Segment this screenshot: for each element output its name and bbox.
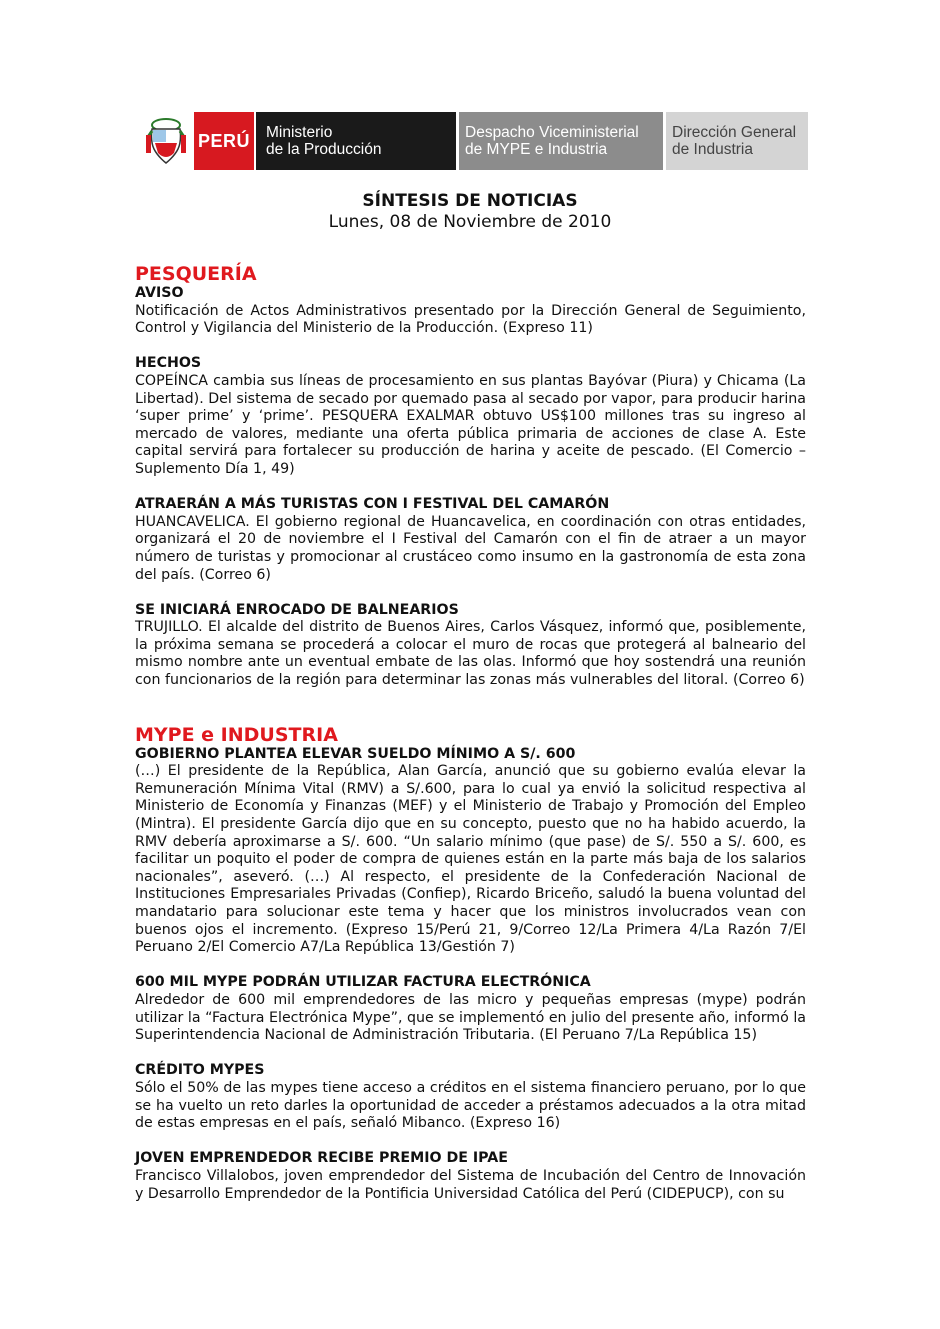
article [135, 602, 806, 690]
ministerio-label [254, 112, 456, 170]
document-date: Lunes, 08 de Noviembre de 2010 [328, 212, 612, 232]
article-body: Francisco Villalobos, joven emprendedor del Sistema de Incubación del Centro de Innovación y Desarrollo Emprendedor de la Pontificia Universidad Católica del Perú (CIDEPUCP), con su [135, 1167, 806, 1202]
document-title: SÍNTESIS DE NOTICIAS [362, 191, 578, 211]
article-headline: JOVEN EMPRENDEDOR RECIBE PREMIO DE IPAE [135, 1150, 508, 1167]
news-content [135, 263, 806, 1237]
article-body: Notificación de Actos Administrativos presentado por la Dirección General de Seguimiento, Control y Vigilancia del Ministerio de la Producción. (Expreso 11) [135, 302, 806, 337]
article [135, 746, 806, 957]
article [135, 974, 806, 1044]
article-headline: AVISO [135, 285, 184, 301]
direccion-line-1: Dirección General [672, 124, 797, 141]
article-body: Sólo el 50% de las mypes tiene acceso a créditos en el sistema financiero peruano, por lo que se ha vuelto un reto darles la oportunidad de acceder a préstamos adecuados a la otra mitad de estas empresas en el país, señaló Mibanco. (Expreso 16) [135, 1079, 806, 1132]
article-headline: GOBIERNO PLANTEA ELEVAR SUELDO MÍNIMO A S/. 600 [135, 745, 576, 762]
article [135, 285, 806, 338]
despacho-label [456, 112, 663, 170]
ministerio-line-1: Ministerio [266, 124, 333, 141]
article-body: COPEÍNCA cambia sus líneas de procesamiento en sus plantas Bayóvar (Piura) y Chicama (La Libertad). Del sistema de secado por quemado pasa al secado por vapor, para producir harina ‘super prime’ y ‘prime’. PESQUERA EXALMAR obtuvo US$100 millones tras su ingreso al mercado de valores, mediante una oferta pública primaria de acciones de clase A. Este capital servirá para fortalecer su producción de harina y aceite de pescado. (El Comercio – Suplemento Día 1, 49) [135, 372, 806, 477]
despacho-line-2: de MYPE e Industria [465, 141, 608, 158]
section-title: MYPE e INDUSTRIA [135, 723, 338, 746]
article [135, 355, 806, 478]
peru-label: PERÚ [194, 112, 254, 170]
ministerio-line-2: de la Producción [266, 141, 382, 158]
article [135, 1062, 806, 1132]
article-headline: HECHOS [135, 355, 202, 372]
article-headline: SE INICIARÁ ENROCADO DE BALNEARIOS [135, 601, 459, 618]
despacho-line-1: Despacho Viceministerial [465, 124, 639, 141]
section-title: PESQUERÍA [135, 263, 257, 285]
direccion-line-2: de Industria [672, 141, 753, 158]
section-mype-industria [135, 724, 806, 1203]
article-body: (…) El presidente de la República, Alan García, anunció que su gobierno evalúa elevar la Remuneración Mínima Vital (RMV) a S/.600, para lo cual ya envió la solicitud respectiva al Ministerio de Economía y Finanzas (MEF) y el Ministerio de Trabajo y Promoción del Empleo (Mintra). El presidente García dijo que en su concepto, puesto que no ha habido acuerdo, la RMV debería aproximarse a S/. 600. “Un salario mínimo (que pase) de S/. 550 a S/. 600, es facilitar un poquito el poder de compra de quienes están en la parte más baja de los salarios nacionales”, aseveró. (…) Al respecto, el presidente de la Confederación Nacional de Instituciones Empresariales Privadas (Confiep), Ricardo Briceño, saludó la buena voluntad del mandatario para solucionar este tema y hacer que los ministros involucrados vean con buenos ojos el incremento. (Expreso 15/Perú 21, 9/Correo 12/La Primera 4/La Razón 7/El Peruano 2/El Comercio A7/La República 13/Gestión 7) [135, 763, 806, 956]
header-banner [138, 112, 808, 170]
article-headline: CRÉDITO MYPES [135, 1062, 265, 1079]
section-pesqueria [135, 263, 806, 690]
article-headline: 600 MIL MYPE PODRÁN UTILIZAR FACTURA ELECTRÓNICA [135, 974, 591, 991]
article [135, 496, 806, 584]
article [135, 1150, 806, 1203]
article-body: HUANCAVELICA. El gobierno regional de Huancavelica, en coordinación con otras entidades, organizará el 20 de noviembre el I Festival del Camarón con el fin de atraer a un mayor número de turistas y promocionar al crustáceo como insumo en la gastronomía de esta zona del país. (Correo 6) [135, 513, 806, 583]
coat-of-arms-logo [138, 112, 194, 170]
article-headline: ATRAERÁN A MÁS TURISTAS CON I FESTIVAL DEL CAMARÓN [135, 496, 610, 513]
article-body: TRUJILLO. El alcalde del distrito de Buenos Aires, Carlos Vásquez, informó que, posiblemente, la próxima semana se procederá a colocar el muro de rocas que protegerá al balneario del mismo nombre ante un eventual embate de las olas. Informó que hoy sostendrá una reunión con funcionarios de la región para determinar las zonas más vulnerables del litoral. (Correo 6) [135, 619, 806, 689]
direccion-label [663, 112, 808, 170]
article-body: Alrededor de 600 mil emprendedores de las micro y pequeñas empresas (mype) podrán utilizar la “Factura Electrónica Mype”, que se implementó en julio del presente año, informó la Superintendencia Nacional de Administración Tributaria. (El Peruano 7/La República 15) [135, 991, 806, 1044]
